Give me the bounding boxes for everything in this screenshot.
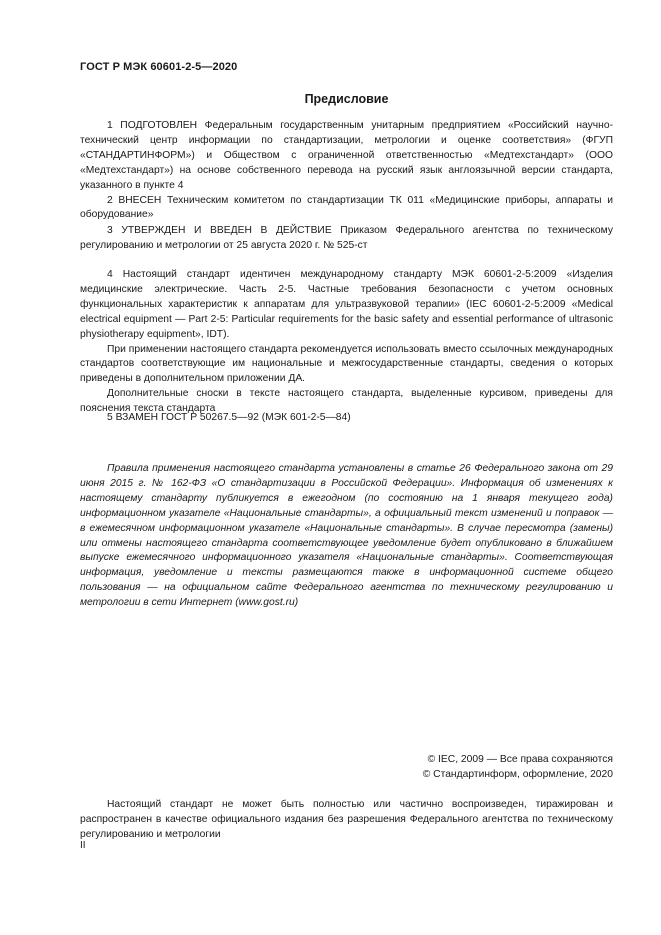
rules-notice: Правила применения настоящего стандарта установлены в статье 26 Федерального закона от 29 июня 2015 г. № 162-ФЗ «О стандартизации в Российской Федерации». Информация об изменениях к настоящему стандарту публикуется в ежегодном (по состоянию на 1 января текущего года) информационном указателе «Национальные стандарты», а официальный текст изменений и поправок — в ежемесячном информационном указателе «Национальные стандарты». В случае пересмотра (замены) или отмены настоящего стандарта соответствующее уведомление будет опубликовано в ближайшем выпуске ежемесячного информационного указателя «Национальные стандарты». Соответствующая информация, уведомление и тексты размещаются также в информационной системе общего пользования — на официальном сайте Федерального агентства по техническому регулированию и метрологии в сети Интернет (www.gost.ru) [80,463,613,609]
standard-code-header: ГОСТ Р МЭК 60601-2-5—2020 [80,61,238,73]
preface-item-4-note-1: При применении настоящего стандарта рекомендуется использовать вместо ссылочных международных стандартов соответствующие им национальные и межгосударственные стандарты, сведения о которых приведены в дополнительном приложении ДА. [80,343,613,385]
reproduction-notice: Настоящий стандарт не может быть полностью или частично воспроизведен, тиражирован и распространен в качестве официального издания без разрешения Федерального агентства по техническому регулированию и метрологии [80,799,613,840]
reproduction-notice-block [80,798,613,843]
page-number: II [80,840,86,851]
preface-item-4-note-2: Дополнительные сноски в тексте настоящего стандарта, выделенные курсивом, приведены для пояснения текста стандарта [80,388,613,415]
rules-notice-block [80,462,613,611]
copyright-block [80,753,613,783]
page-title: Предисловие [304,92,389,106]
preface-item-4-block [80,268,613,417]
preface-item-1: 1 ПОДГОТОВЛЕН Федеральным государственным унитарным предприятием «Российский научно-технический центр информации по стандартизации, метрологии и оценке соответствия» (ФГУП «СТАНДАРТИНФОРМ») и Обществом с ограниченной ответственностью «Медтехстандарт» (ООО «Медтехстандарт») на основе собственного перевода на русский язык англоязычной версии стандарта, указанного в пункте 4 [80,120,613,191]
preface-item-5: 5 ВЗАМЕН ГОСТ Р 50267.5—92 (МЭК 601-2-5—84) [107,412,351,423]
copyright-iec: © IEC, 2009 — Все права сохраняются [427,754,613,765]
preface-item-3-block [80,224,613,254]
preface-item-4: 4 Настоящий стандарт идентичен международному стандарту МЭК 60601-2-5:2009 «Изделия медицинские электрические. Часть 2-5. Частные требования безопасности с учетом основных функциональных характеристик к аппаратам для ультразвуковой терапии» (IEC 60601-2-5:2009 «Medical electrical equipment — Part 2-5: Particular requirements for the basic safety and essential performance of ultrasonic physiotherapy equipment», IDT). [80,269,613,340]
preface-item-5-block [80,411,613,426]
preface-item-1-block [80,119,613,223]
copyright-standartinform: © Стандартинформ, оформление, 2020 [422,768,613,780]
preface-item-3: 3 УТВЕРЖДЕН И ВВЕДЕН В ДЕЙСТВИЕ Приказом Федерального агентства по техническому регулированию и метрологии от 25 августа 2020 г. № 525-ст [80,225,613,251]
preface-item-2: 2 ВНЕСЕН Техническим комитетом по стандартизации ТК 011 «Медицинские приборы, аппараты и оборудование» [80,194,613,221]
